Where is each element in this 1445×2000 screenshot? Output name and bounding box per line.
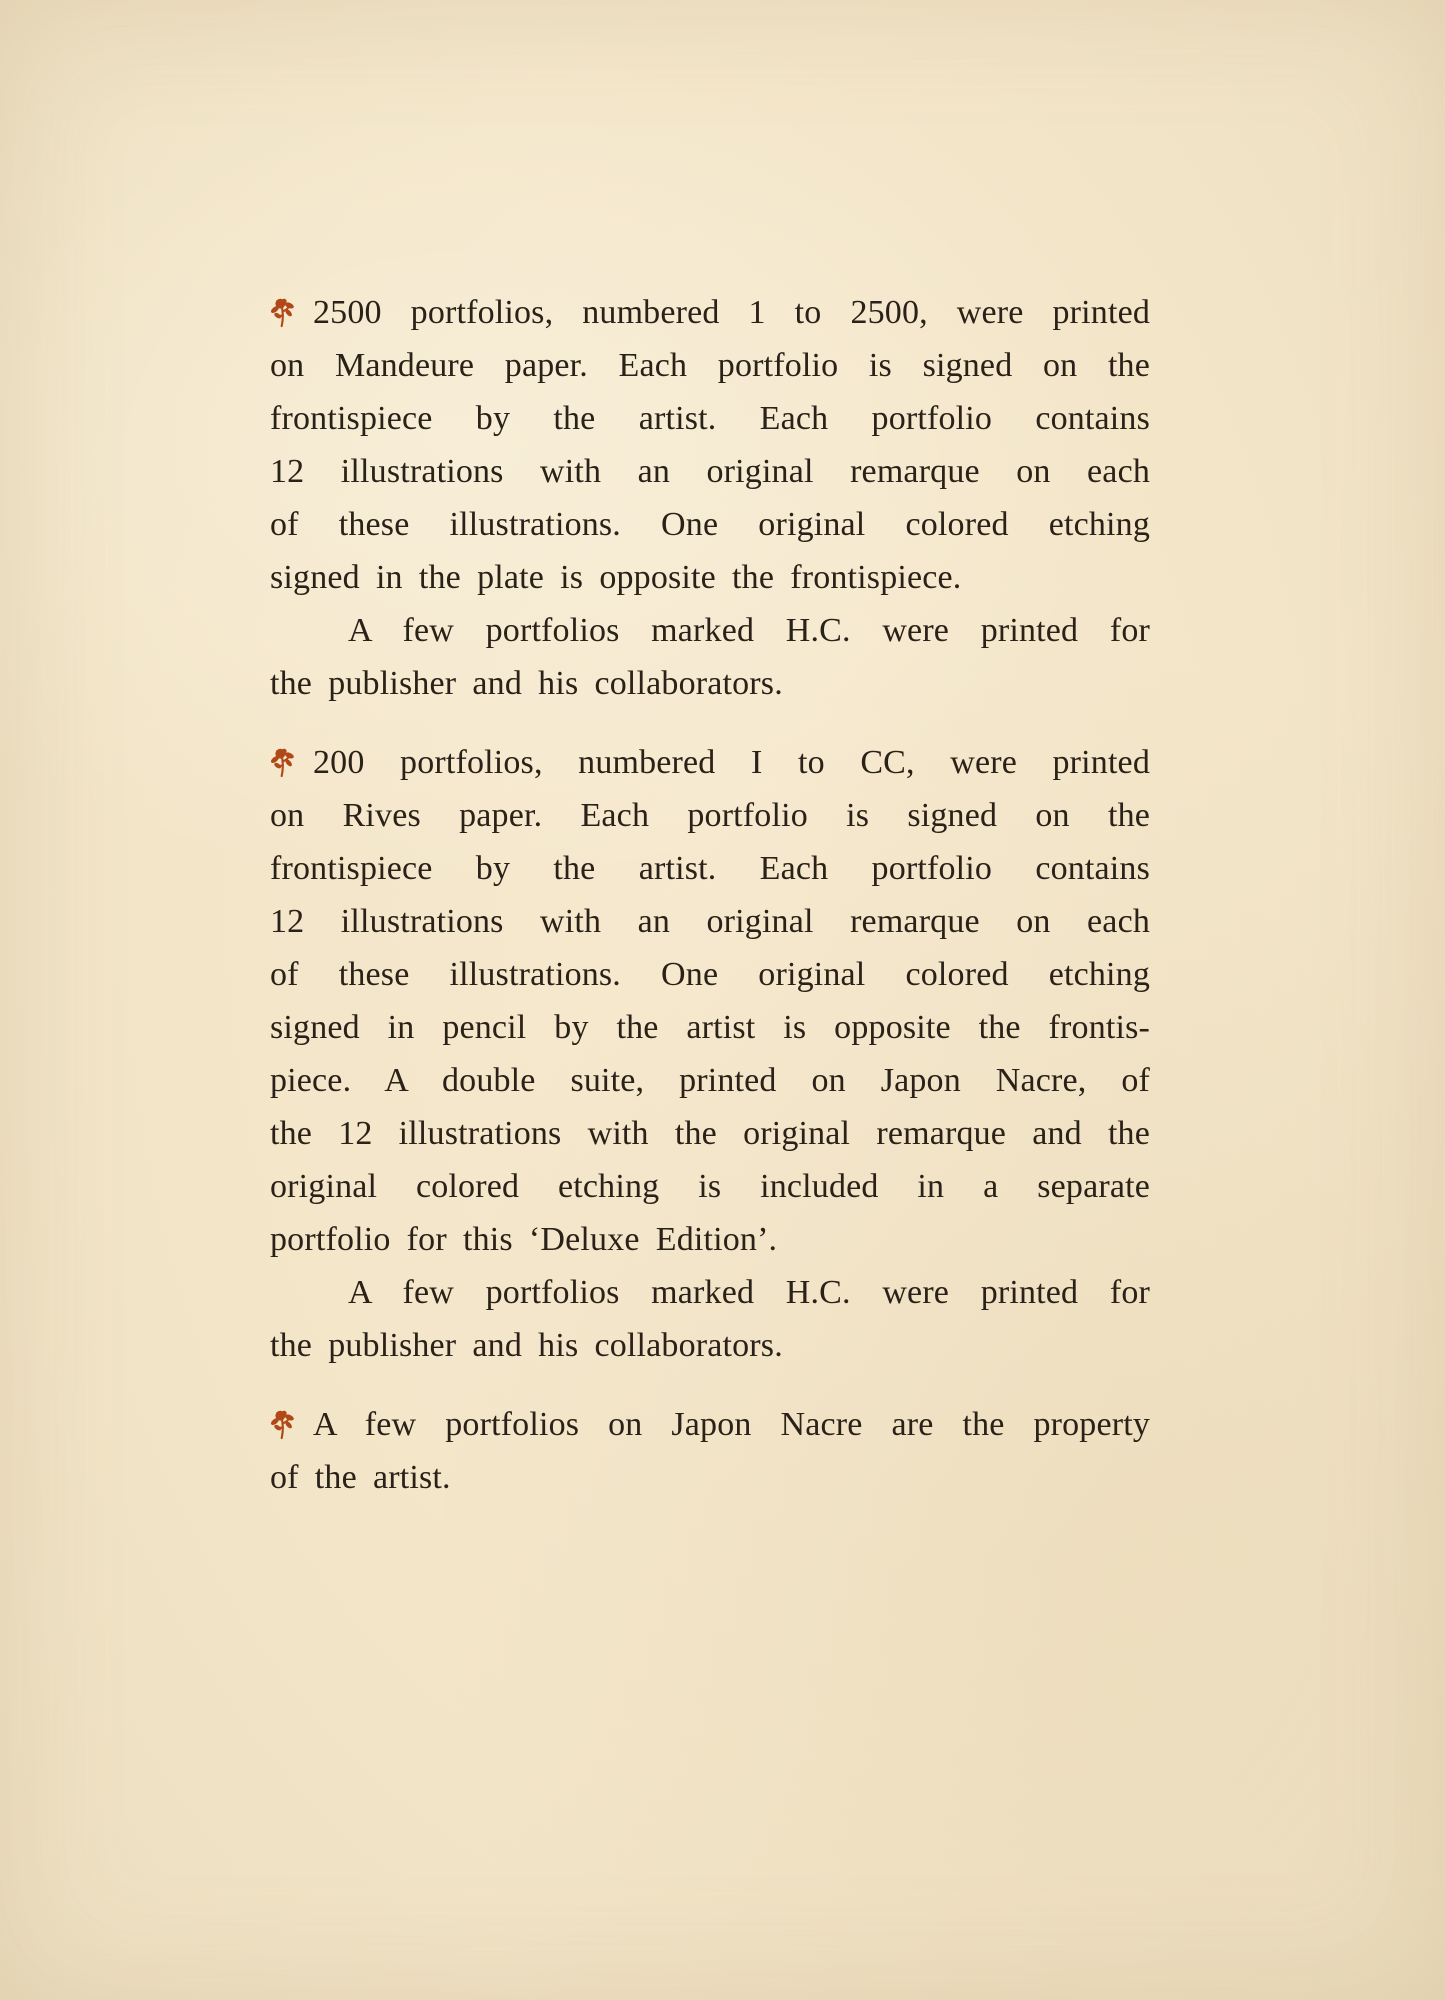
section-japon-nacre-artist-copies	[270, 1398, 1150, 1504]
paragraph	[270, 604, 1150, 710]
text-line: the publisher and his collaborators.	[270, 665, 783, 702]
section-rives-deluxe-edition	[270, 736, 1150, 1372]
text-line: portfolio for this ‘Deluxe Edition’.	[270, 1221, 778, 1258]
text-line: the 12 illustrations with the original remarque and the	[270, 1115, 1150, 1152]
floral-sprig-icon	[270, 1407, 297, 1441]
text-line-content: A few portfolios on Japon Nacre are the property	[313, 1406, 1150, 1443]
section-mandeure-edition	[270, 286, 1150, 710]
text-line: piece. A double suite, printed on Japon Nacre, of	[270, 1062, 1150, 1099]
text-line: 12 illustrations with an original remarque on each	[270, 453, 1150, 490]
text-line: original colored etching is included in a separate	[270, 1168, 1150, 1205]
paragraph	[270, 1398, 1150, 1504]
text-line: frontispiece by the artist. Each portfolio contains	[270, 400, 1150, 437]
text-line: A few portfolios marked H.C. were printed for	[348, 612, 1150, 649]
paragraph	[270, 736, 1150, 1266]
floral-sprig-icon	[270, 295, 297, 329]
text-line: of these illustrations. One original colored etching	[270, 506, 1150, 543]
text-line: A few portfolios marked H.C. were printed for	[348, 1274, 1150, 1311]
paragraph	[270, 1266, 1150, 1372]
text-line	[270, 1398, 1150, 1451]
text-line-content: 200 portfolios, numbered I to CC, were printed	[313, 744, 1150, 781]
text-line: of the artist.	[270, 1459, 451, 1496]
floral-sprig-icon	[270, 745, 297, 779]
text-line	[270, 286, 1150, 339]
text-line: signed in the plate is opposite the frontispiece.	[270, 559, 962, 596]
text-line	[270, 736, 1150, 789]
text-line: signed in pencil by the artist is opposite the frontis-	[270, 1009, 1150, 1046]
text-line: of these illustrations. One original colored etching	[270, 956, 1150, 993]
text-line: frontispiece by the artist. Each portfolio contains	[270, 850, 1150, 887]
text-line-content: 2500 portfolios, numbered 1 to 2500, were printed	[313, 294, 1150, 331]
text-line: the publisher and his collaborators.	[270, 1327, 783, 1364]
text-block	[270, 286, 1150, 1504]
text-line: on Rives paper. Each portfolio is signed on the	[270, 797, 1150, 834]
text-line: 12 illustrations with an original remarque on each	[270, 903, 1150, 940]
paragraph	[270, 286, 1150, 604]
text-line: on Mandeure paper. Each portfolio is signed on the	[270, 347, 1150, 384]
